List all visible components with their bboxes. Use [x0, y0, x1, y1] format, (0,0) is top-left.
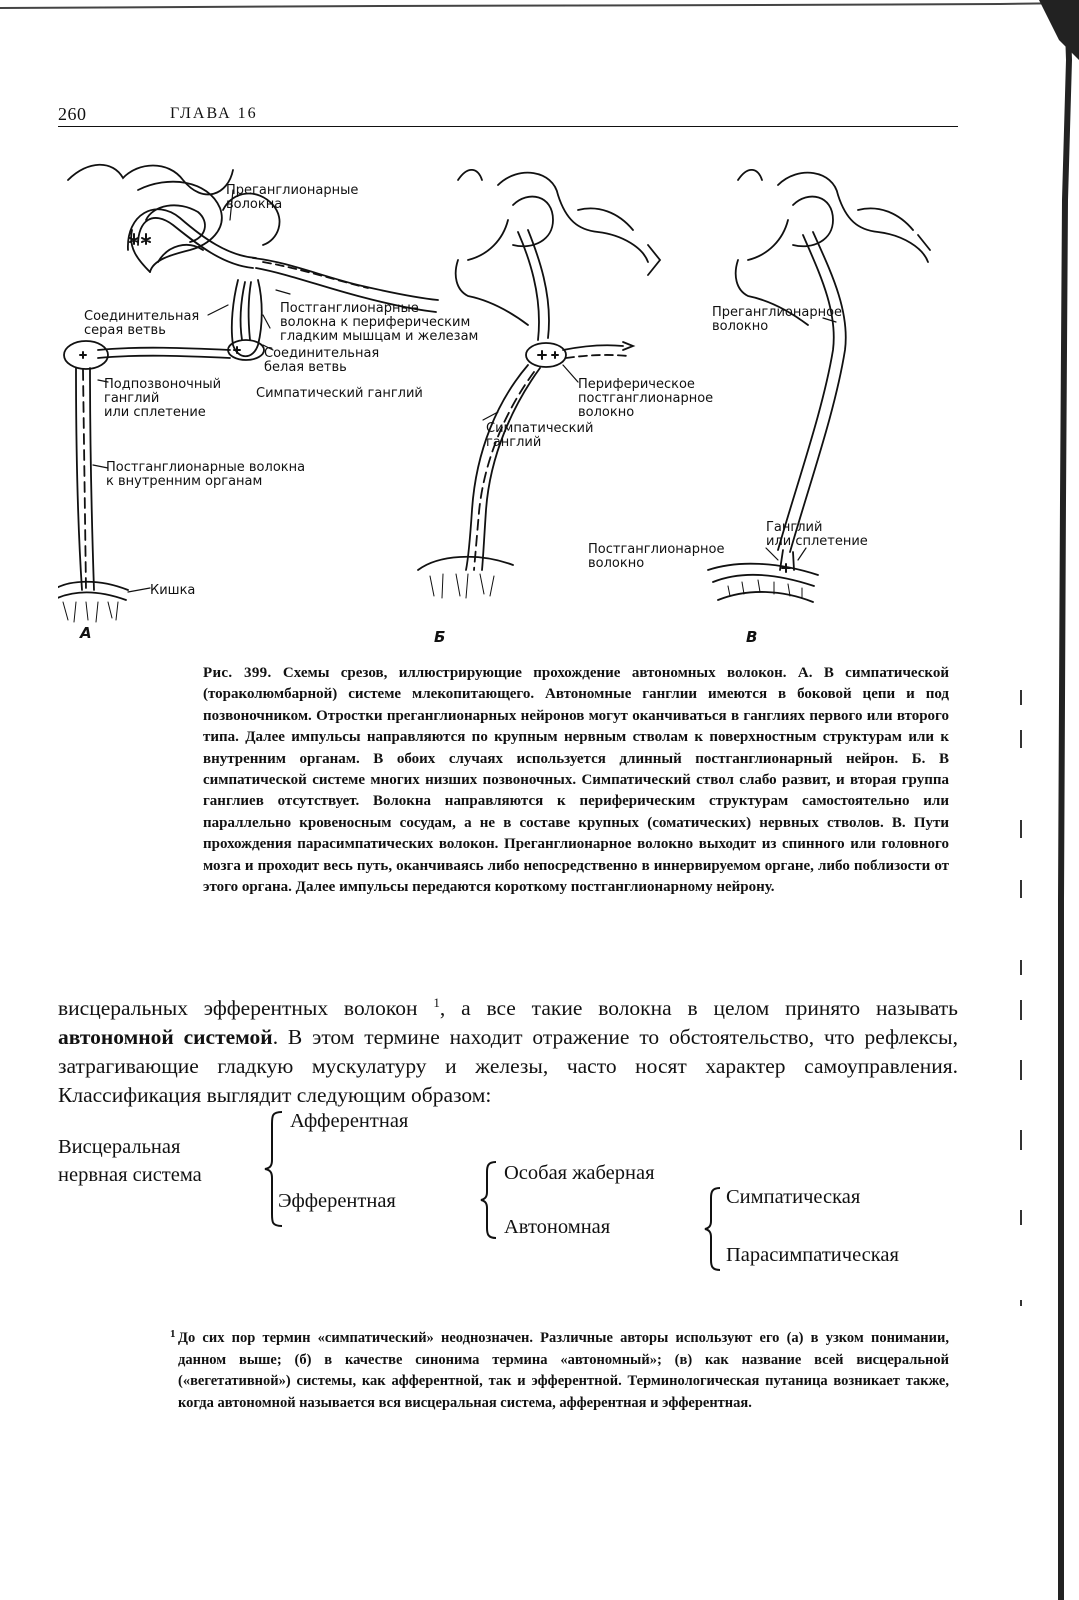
label-postganglionic-peripheral: Постганглионарные волокна к периферическим гладким мышцам и железам	[280, 301, 479, 344]
term-autonomic-system: автономной системой	[58, 1025, 273, 1050]
label-prevertebral-ganglion: Подпозвоночный ганглий или сплетение	[104, 377, 222, 420]
figure-caption	[203, 663, 949, 898]
body-text-part3: . В этом термине находит отражение то обстоятельство, что рефлексы, затрагивающие гладкую мускулатуру и железы, часто носят характер самоуправления. Классификация выглядит следующим образом:	[58, 1025, 959, 1108]
caption-text: Схемы срезов, иллюстрирующие прохождение автономных волокон. А. В симпатической (тораколюмбарной) системе млекопитающего. Автономные ганглии имеются в боковой цепи и под позвоночником. Отростки преганглионарных нейронов могут оканчиваться в ганглиях первого или второго типа. Далее импульсы направляются по крупным нервным стволам к поверхностным структурам или к внутренним органам. В обоих случаях используется длинный постганглионарный нейрон. Б. В симпатической системе многих низших позвоночных. Симпатический ствол слабо развит, и вторая группа ганглиев отсутствует. Волокна направляются к периферическим структурам самостоятельно или параллельно кровеносным сосудам, а не в составе крупных (соматических) нервных стволов. В. Пути прохождения парасимпатических волокон. Преганглионарное волокно выходит из спинного или головного мозга и проходит весь путь, оканчиваясь либо непосредственно в иннервируемом органе, либо поблизости от этого органа. Далее импульсы передаются короткому постганглионарному нейрону.	[203, 665, 949, 896]
label-peripheral-postganglionic: Периферическое постганглионарное волокно	[578, 377, 714, 420]
classification-tree	[58, 1110, 978, 1290]
body-paragraph	[58, 988, 958, 1110]
footnote	[170, 1328, 949, 1414]
brace-level3	[702, 1186, 724, 1272]
label-preganglionic-fiber-c: Преганглионарное волокно	[712, 305, 843, 334]
chapter-title: ГЛАВА 16	[170, 105, 258, 122]
class-sympathetic: Симпатическая	[726, 1186, 861, 1208]
panel-letter-c: В	[746, 628, 758, 646]
figure-399	[58, 150, 978, 660]
label-postganglionic-internal: Постганглионарные волокна к внутренним органам	[106, 460, 306, 489]
class-special-branchial: Особая жаберная	[504, 1162, 655, 1184]
class-afferent: Афферентная	[290, 1110, 409, 1132]
class-parasympathetic: Парасимпатическая	[726, 1244, 899, 1266]
label-gut: Кишка	[150, 583, 196, 598]
class-root-line1: Висцеральная	[58, 1136, 181, 1158]
class-autonomic: Автономная	[504, 1216, 611, 1238]
class-efferent: Эфферентная	[278, 1190, 396, 1212]
page-number: 260	[58, 104, 87, 124]
body-text-part2: , а все такие волокна в целом принято называть	[439, 996, 958, 1021]
footnote-reference[interactable]: 1	[433, 995, 440, 1010]
panel-letter-b: Б	[434, 628, 446, 646]
scan-right-edge	[1009, 0, 1079, 1600]
label-sympathetic-ganglion-a: Симпатический ганглий	[256, 386, 423, 401]
panel-letter-a: А	[80, 624, 92, 642]
label-sympathetic-ganglion-b: Симпатический ганглий	[486, 421, 594, 450]
label-preganglionic-fibers: Преганглионарные волокна	[226, 183, 359, 212]
label-postganglionic-fiber-c: Постганглионарное волокно	[588, 542, 725, 571]
label-ganglion-or-plexus: Ганглий или сплетение	[766, 520, 868, 549]
footnote-text: До сих пор термин «симпатический» неоднозначен. Различные авторы используют его (а) в узком понимании, данном выше; (б) в качестве синонима термина «автономный»; (в) как название всей висцеральной («вегетативной») системы, как афферентной, так и эфферентной. Терминологическая путаница возникает также, когда автономной называется вся висцеральная система, афферентная и эфферентная.	[178, 1330, 949, 1411]
footnote-mark: 1	[170, 1328, 176, 1340]
label-grey-ramus: Соединительная серая ветвь	[84, 309, 200, 338]
brace-level2	[478, 1160, 500, 1240]
figure-number: Рис. 399.	[203, 665, 272, 681]
class-root-line2: нервная система	[58, 1164, 202, 1186]
header-rule	[58, 126, 958, 127]
scan-top-edge	[0, 0, 1079, 14]
page-header	[58, 104, 958, 134]
label-white-ramus: Соединительная белая ветвь	[264, 346, 380, 375]
body-text-part1: висцеральных эфферентных волокон	[58, 996, 434, 1021]
